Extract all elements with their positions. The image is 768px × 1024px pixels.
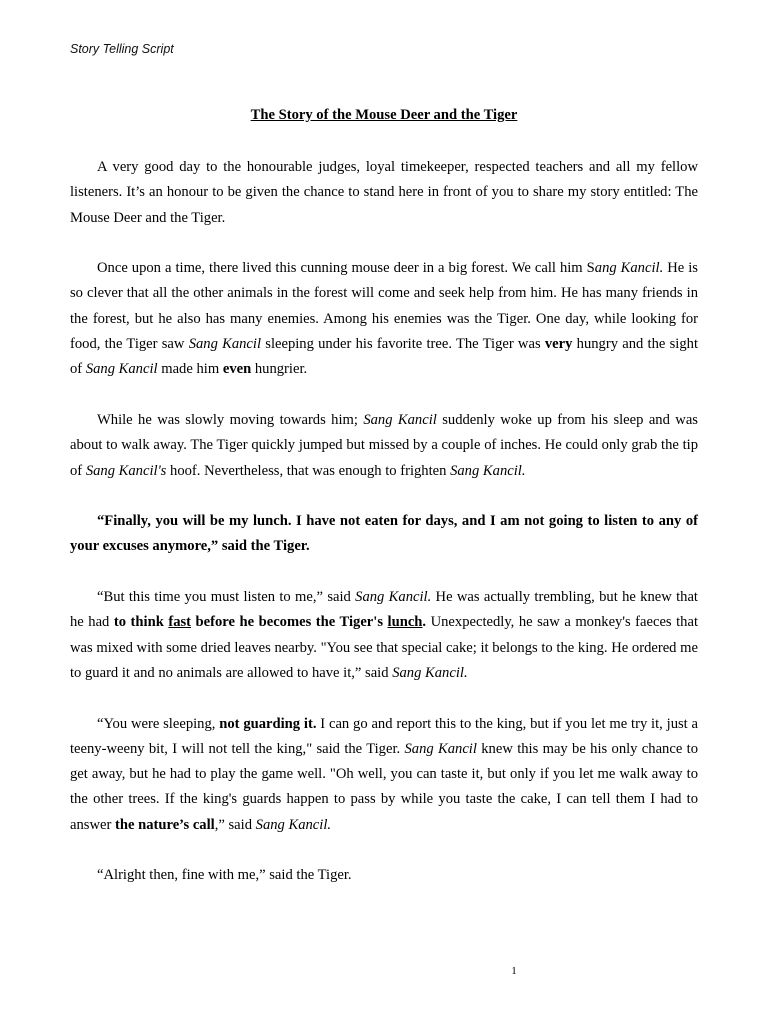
paragraph-text: hungrier. [251,361,308,378]
bold-underlined-word: lunch [387,614,423,631]
paragraph-text: made him [157,361,223,378]
paragraph-text: He is so clever that all the other animals in the forest will come and seek help from him. He has many friends in the forest, but he also has many enemies. Among his enemies was the Tiger. One day, while looking for food, the Tiger saw [70,260,698,353]
italic-name: Sang Kancil's [85,462,167,479]
paragraph-text: knew this may be his only chance to get away, but he had to play the game well. "Oh well, you can taste it, but only if you let me walk away to the other trees. If the king's guards happen to pass by while you taste the cake, I can tell them I had to answer [70,740,698,833]
paragraph-text: hoof. Nevertheless, that was enough to frighten [166,462,451,479]
paragraph-text: suddenly woke up from his sleep and was about to walk away. The Tiger quickly jumped but missed by a couple of inches. He could only grab the tip of [70,411,698,479]
paragraph-text: A very good day to the honourable judges, loyal timekeeper, respected teachers and all my fellow listeners. It’s an honour to be given the chance to stand here in front of you to share my story entitled: The Mouse Deer and the Tiger. [70,159,698,226]
story-title: The Story of the Mouse Deer and the Tiger [250,107,518,123]
bold-phrase: to think [113,614,169,631]
paragraph-text: “Finally, you will be my lunch. I have not eaten for days, and I am not going to listen to any of your excuses anymore,” said the Tiger. [70,513,698,555]
paragraph-7 [70,863,698,888]
paragraph-text: sleeping under his favorite tree. The Tiger was [261,336,545,353]
running-header: Story Telling Script [70,42,174,56]
bold-phrase: the nature’s call [114,816,215,833]
paragraph-text: ,” said [214,816,256,833]
bold-phrase: before he becomes the Tiger's [191,614,388,631]
bold-phrase: . [422,614,427,631]
paragraph-3 [70,408,698,484]
paragraph-text: He was actually trembling, but he knew that he had [70,589,698,631]
paragraph-text: I can go and report this to the king, but if you let me try it, just a teeny-weeny bit, I will not tell the king," said the Tiger. [70,715,699,757]
bold-phrase: not guarding it. [219,715,317,732]
italic-name: Sang Kancil [188,336,262,353]
italic-name: Sang Kancil. [255,816,332,833]
story-body [70,155,698,914]
italic-name: Sang Kancil [363,411,437,428]
italic-name: Sang Kancil. [355,589,432,606]
paragraph-text: “You were sleeping, [97,715,220,732]
paragraph-text: “But this time you must listen to me,” said [97,589,356,606]
bold-underlined-word: fast [168,614,192,631]
italic-name: Sang Kancil [85,361,158,378]
bold-word: even [222,361,252,378]
italic-name: Sang Kancil. [450,462,526,479]
paragraph-text: While he was slowly moving towards him; [97,411,364,428]
paragraph-text: “Alright then, fine with me,” said the Tiger. [97,867,352,884]
paragraph-text: hungry and the sight of [70,336,698,378]
paragraph-2 [70,256,698,382]
page-number: 1 [511,965,517,977]
bold-word: very [544,336,573,353]
italic-name: Sang Kancil [404,740,477,757]
italic-name: Sang Kancil. [392,664,468,681]
paragraph-text: Unexpectedly, he saw a monkey's faeces that was mixed with some dried leaves nearby. "You see that special cake; it belongs to the king. He ordered me to guard it and no animals are allowed to have it,” said [70,614,699,681]
paragraph-1 [70,155,698,231]
paragraph-text: Once upon a time, there lived this cunning mouse deer in a big forest. We call him S [97,260,595,277]
italic-name: ang Kancil. [594,260,664,277]
paragraph-4 [70,509,698,560]
paragraph-6 [70,712,698,838]
paragraph-5 [70,585,698,686]
